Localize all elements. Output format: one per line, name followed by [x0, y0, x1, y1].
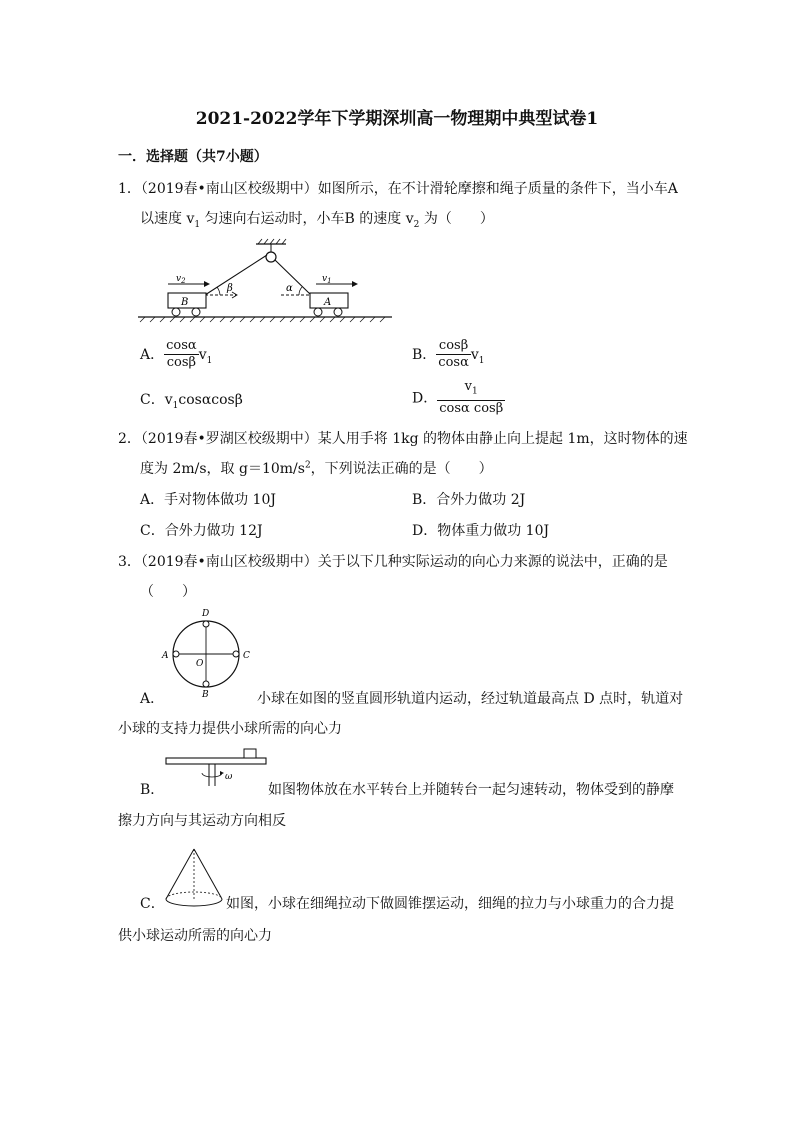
q1-pulley-cart-figure — [136, 238, 394, 324]
q3-conical-pendulum-figure — [160, 845, 228, 913]
q3-option-c[interactable]: C． — [140, 896, 165, 912]
v1-label: $v_1$ — [322, 274, 332, 285]
svg-text:O: O — [196, 659, 204, 669]
q3-option-a[interactable]: A． — [140, 691, 165, 707]
q3-option-c-text1: 如图，小球在细绳拉动下做圆锥摆运动，细绳的拉力与小球重力的合力提 — [226, 896, 674, 912]
pulley-icon — [266, 252, 276, 262]
q1-option-c[interactable]: C．$v_1\cos\alpha\cos\beta$ — [140, 392, 243, 411]
svg-text:A: A — [162, 651, 169, 661]
q3-turntable-figure — [162, 746, 272, 786]
q3-option-a-text1: 小球在如图的竖直圆形轨道内运动，经过轨道最高点 D 点时，轨道对 — [257, 691, 684, 707]
svg-text:A: A — [324, 297, 332, 308]
q3-option-c-text2: 供小球运动所需的向心力 — [118, 928, 272, 944]
q2-stem-line1: 2．（2019春•罗湖区校级期中）某人用手将 1kg 的物体由静止向上提起 1m，这时物体的速 — [118, 431, 688, 447]
q2-option-c[interactable]: C．合外力做功 12J — [140, 523, 263, 539]
q3-option-b[interactable]: B． — [140, 782, 165, 798]
svg-text:C: C — [243, 651, 250, 661]
q2-option-a[interactable]: A．手对物体做功 10J — [140, 492, 276, 508]
page-title: 2021-2022学年下学期深圳高一物理期中典型试卷1 — [195, 109, 599, 129]
q1-option-b[interactable]: B． $\frac{\cos\beta}{\cos\alpha}$ $v_1$ — [412, 338, 485, 370]
alpha-label: α — [286, 283, 293, 294]
q1-stem-line2: 以速度 $v_1$ 匀速向右运动时，小车B 的速度 $v_2$ 为（ ） — [140, 211, 494, 230]
svg-text:D: D — [202, 609, 210, 619]
svg-text:B: B — [202, 690, 209, 698]
q3-stem-line1: 3．（2019春•南山区校级期中）关于以下几种实际运动的向心力来源的说法中，正确的是 — [118, 554, 668, 570]
q3-option-b-text2: 擦力方向与其运动方向相反 — [118, 813, 286, 829]
beta-label: β — [227, 283, 233, 294]
v2-label: $v_2$ — [176, 274, 186, 285]
q2-option-b[interactable]: B．合外力做功 2J — [412, 492, 526, 508]
q3-circular-track-figure — [160, 606, 256, 698]
svg-text:ω: ω — [225, 772, 233, 782]
section-heading: 一．选择题（共7小题） — [118, 149, 268, 165]
q1-stem-line1: 1．（2019春•南山区校级期中）如图所示，在不计滑轮摩擦和绳子质量的条件下，当小车A — [118, 181, 678, 197]
svg-text:B: B — [181, 297, 189, 308]
q3-option-a-text2: 小球的支持力提供小球所需的向心力 — [118, 721, 342, 737]
q2-stem-line2: 度为 2m/s，取 $g=10m/s^2$，下列说法正确的是（ ） — [140, 460, 493, 477]
q2-option-d[interactable]: D．物体重力做功 10J — [412, 523, 550, 539]
q3-option-b-text1: 如图物体放在水平转台上并随转台一起匀速转动，物体受到的静摩 — [268, 782, 674, 798]
q1-option-a[interactable]: A． $\frac{\cos\alpha}{\cos\beta}$ $v_1$ — [140, 338, 213, 370]
q3-stem-line2: （ ） — [140, 584, 196, 600]
q1-option-d[interactable]: D． $\frac{v_1}{\text{cosα cosβ}}$ — [412, 379, 504, 416]
